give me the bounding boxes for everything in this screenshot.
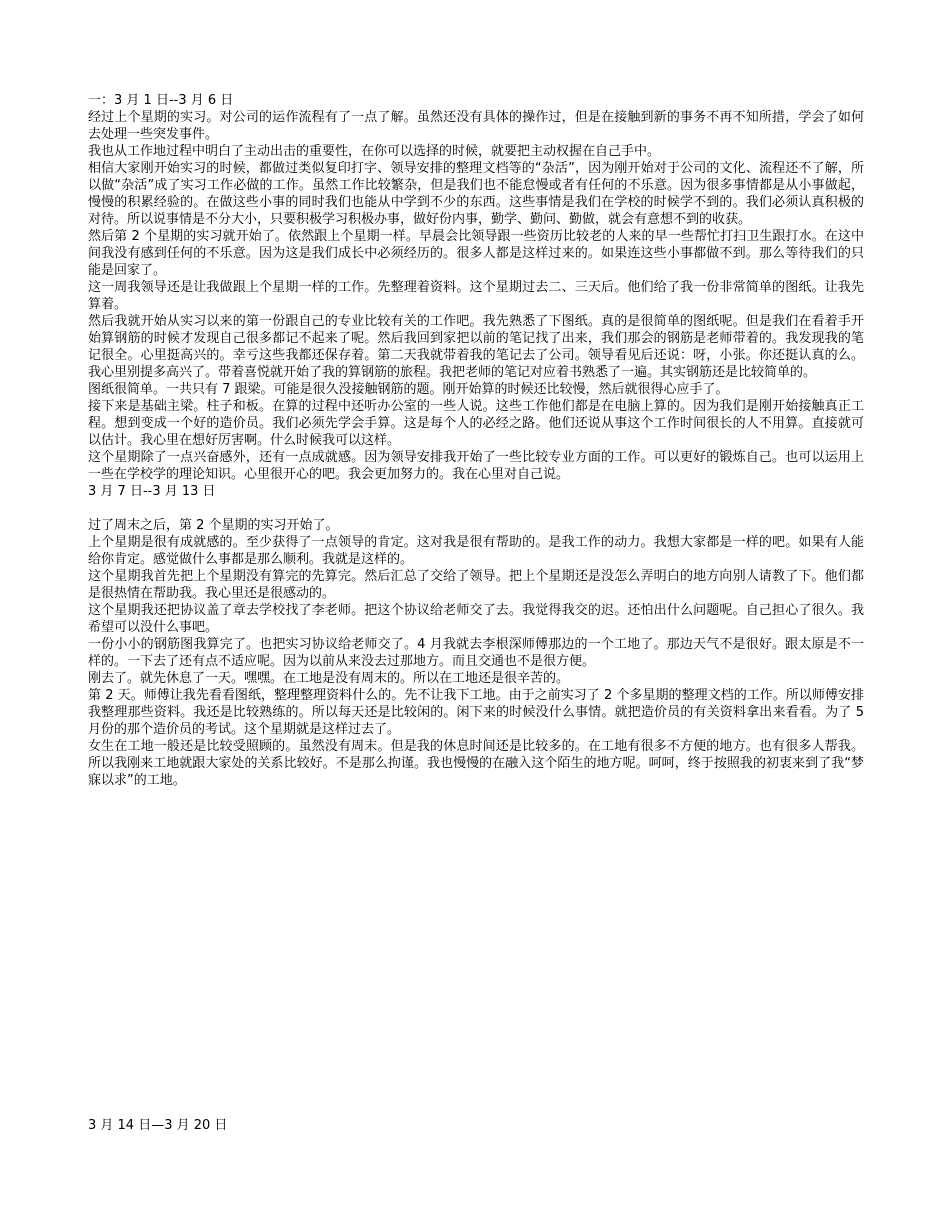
week2-paragraph: 刚去了。就先休息了一天。嘿嘿。在工地是没有周末的。所以在工地还是很辛苦的。 (88, 671, 570, 686)
week1-paragraph: 这一周我领导还是让我做跟上个星期一样的工作。先整理着资料。这个星期过去二、三天后。他们给了我一份非常简单的图纸。让我先算着。 (88, 280, 864, 312)
week1-paragraph: 接下来是基础主梁。柱子和板。在算的过程中还听办公室的一些人说。这些工作他们都是在电脑上算的。因为我们是刚开始接触真正工程。想到变成一个好的造价员。我们必须先学会手算。这是每个人的必经之路。他们还说从事这个工作时间很长的人不用算。直接就可以估计。我心里在想好厉害啊。什么时候我可以这样。 (88, 399, 864, 448)
week2-paragraph: 女生在工地一般还是比较受照顾的。虽然没有周末。但是我的休息时间还是比较多的。在工地有很多不方便的地方。也有很多人帮我。所以我刚来工地就跟大家处的关系比较好。不是那么拘谨。我也慢慢的在融入这个陌生的地方呢。呵呵，终于按照我的初衷来到了我“梦寐以求”的工地。 (88, 739, 864, 788)
week2-paragraph: 这个星期我还把协议盖了章去学校找了李老师。把这个协议给老师交了去。我觉得我交的迟。还怕出什么问题呢。自己担心了很久。我希望可以没什么事吧。 (88, 603, 864, 635)
week3-heading: 3 月 14 日—3 月 20 日 (88, 1118, 228, 1133)
week1-paragraph: 然后第 2 个星期的实习就开始了。依然跟上个星期一样。早晨会比领导跟一些资历比较老的人来的早一些帮忙打扫卫生跟打水。在这中间我没有感到任何的不乐意。因为这是我们成长中必须经历的。很多人都是这样过来的。如果连这些小事都做不到。那么等待我们的只能是回家了。 (88, 229, 864, 278)
document-body (88, 92, 864, 789)
week1-paragraph: 我也从工作地过程中明白了主动出击的重要性，在你可以选择的时候，就要把主动权握在自己手中。 (88, 144, 661, 159)
week1-paragraph: 相信大家刚开始实习的时候，都做过类似复印打字、领导安排的整理文档等的“杂活”，因为刚开始对于公司的文化、流程还不了解，所以做“杂活”成了实习工作必做的工作。虽然工作比较繁杂，但是我们也不能怠慢或者有任何的不乐意。因为很多事情都是从小事做起，慢慢的积累经验的。在做这些小事的同时我们也能从中学到不少的东西。这些事情是我们在学校的时候学不到的。我们必须认真积极的对待。所以说事情是不分大小，只要积极学习积极办事，做好份内事，勤学、勤问、勤做，就会有意想不到的收获。 (88, 161, 864, 227)
week1-paragraph: 这个星期除了一点兴奋感外，还有一点成就感。因为领导安排我开始了一些比较专业方面的工作。可以更好的锻炼自己。也可以运用上一些在学校学的理论知识。心里很开心的吧。我会更加努力的。我在心里对自己说。 (88, 450, 864, 482)
week2-paragraph: 过了周末之后，第 2 个星期的实习开始了。 (88, 518, 339, 533)
week2-paragraph: 上个星期是很有成就感的。至少获得了一点领导的肯定。这对我是很有帮助的。是我工作的动力。我想大家都是一样的吧。如果有人能给你肯定。感觉做什么事都是那么顺利。我就是这样的。 (88, 535, 864, 567)
week2-paragraph: 第 2 天。师傅让我先看看图纸，整理整理资料什么的。先不让我下工地。由于之前实习了 2 个多星期的整理文档的工作。所以师傅安排我整理那些资料。我还是比较熟练的。所以每天还是比较闲的。闲下来的时候没什么事情。就把造价员的有关资料拿出来看看。为了 5 月份的那个造价员的考试。这个星期就是这样过去了。 (88, 688, 864, 737)
blank-line (88, 500, 864, 517)
week1-heading: 一：3 月 1 日--3 月 6 日 (88, 93, 234, 108)
week1-paragraph: 然后我就开始从实习以来的第一份跟自己的专业比较有关的工作吧。我先熟悉了下图纸。真的是很简单的图纸呢。但是我们在看着手开始算钢筋的时候才发现自己很多都记不起来了呢。然后我回到家把以前的笔记找了出来，我们那会的钢筋是老师带着的。我发现我的笔记很全。心里挺高兴的。幸亏这些我都还保存着。第二天我就带着我的笔记去了公司。领导看见后还说：呀，小张。你还挺认真的么。我心里别提多高兴了。带着喜悦就开始了我的算钢筋的旅程。我把老师的笔记对应着书熟悉了一遍。其实钢筋还是比较简单的。 (88, 314, 864, 380)
week1-paragraph: 经过上个星期的实习。对公司的运作流程有了一点了解。虽然还没有具体的操作过，但是在接触到新的事务不再不知所措，学会了如何去处理一些突发事件。 (88, 110, 864, 142)
week2-paragraph: 一份小小的钢筋图我算完了。也把实习协议给老师交了。4 月我就去李根深师傅那边的一个工地了。那边天气不是很好。跟太原是不一样的。一下去了还有点不适应呢。因为以前从来没去过那地方。而且交通也不是很方便。 (88, 637, 864, 669)
week2-heading: 3 月 7 日--3 月 13 日 (88, 484, 216, 499)
week1-paragraph: 图纸很简单。一共只有 7 跟梁。可能是很久没接触钢筋的题。刚开始算的时候还比较慢，然后就很得心应手了。 (88, 382, 729, 397)
week2-paragraph: 这个星期我首先把上个星期没有算完的先算完。然后汇总了交给了领导。把上个星期还是没怎么弄明白的地方向别人请教了下。他们都是很热情在帮助我。我心里还是很感动的。 (88, 569, 864, 601)
